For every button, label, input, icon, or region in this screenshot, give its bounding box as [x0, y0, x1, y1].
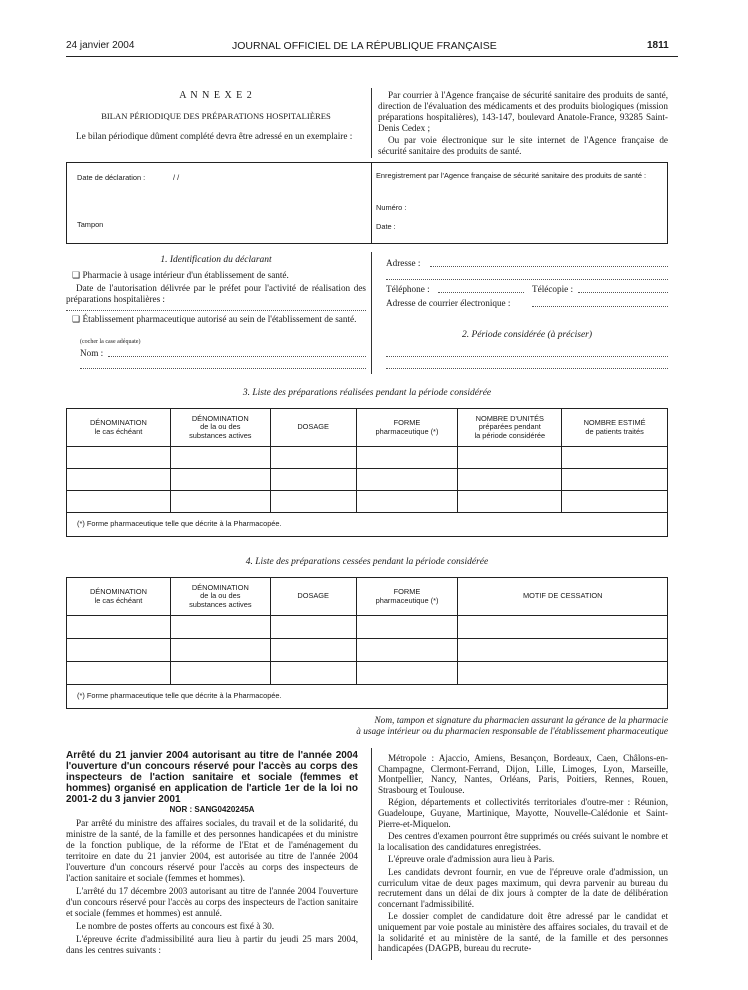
table4-col-forme [356, 578, 458, 616]
header-date: 24 janvier 2004 [66, 40, 135, 51]
arrete-nor: NOR : SANG0420245A [169, 805, 255, 814]
table-cell[interactable] [170, 616, 270, 639]
table-cell[interactable] [356, 662, 458, 685]
table4-col-dosage [270, 578, 356, 616]
adresse-field[interactable] [430, 266, 668, 267]
courrier-electronique-label: Adresse de courrier électronique : [386, 298, 511, 308]
table-preparations-cessees [66, 577, 668, 709]
table3-col-denomination [67, 409, 171, 447]
nom-field-continued[interactable] [80, 368, 366, 369]
table-cell[interactable] [170, 491, 270, 513]
table-cell[interactable] [356, 616, 458, 639]
adresse-label: Adresse : [386, 258, 421, 268]
header-journal-title: JOURNAL OFFICIEL DE LA RÉPUBLIQUE FRANÇAISE [232, 40, 497, 52]
table-cell[interactable] [356, 639, 458, 662]
enregistrement-label: Enregistrement par l'Agence française de sécurité sanitaire des produits de santé : [376, 171, 647, 180]
section1-heading: 1. Identification du déclarant [160, 255, 272, 265]
table-cell[interactable] [67, 662, 171, 685]
table4-col-dosage-label: DOSAGE [297, 591, 329, 601]
section3-heading: 3. Liste des préparations réalisées pendant la période considérée [242, 388, 492, 398]
table-preparations-realisees [66, 408, 668, 537]
arrete-paragraph-1: Par arrêté du ministre des affaires sociales, du travail et de la solidarité, du ministre de la santé, de la famille et des personnes handicapées et du ministre de la fonction publique, de la réforme de l'Etat et de l'aménagement du territoire en date du 21 janvier 2004, est autorisée au titre de l'année 2004 l'ouverture d'un concours réservé pour l'accès au corps des inspecteurs de l'action sanitaire et sociale (femmes et hommes). [66, 818, 358, 883]
signature-line-1: Nom, tampon et signature du pharmacien assurant la gérance de la pharmacie [374, 716, 668, 726]
nom-label: Nom : [80, 348, 104, 358]
table-cell[interactable] [170, 639, 270, 662]
table-row [67, 469, 668, 491]
table-cell[interactable] [458, 469, 562, 491]
section2-heading: 2. Période considérée (à préciser) [461, 330, 593, 340]
table-row [67, 639, 668, 662]
table-cell[interactable] [458, 639, 668, 662]
signature-line-2: à usage intérieur ou du pharmacien responsable de l'établissement pharmaceutique [356, 727, 668, 737]
table4-col-denomination-label: DÉNOMINATION le cas échéant [89, 587, 147, 605]
item-pharmacie-checkbox[interactable]: ❑ Pharmacie à usage intérieur d'un établissement de santé. [72, 270, 289, 280]
autorisation-field[interactable] [66, 310, 366, 311]
table-cell[interactable] [356, 491, 458, 513]
declaration-box-divider [371, 163, 372, 243]
table4-col-substances-label: DÉNOMINATION de la ou des substances actives [189, 582, 252, 609]
section4-heading: 4. Liste des préparations cessées pendant la période considérée [245, 557, 489, 567]
table-cell[interactable] [67, 491, 171, 513]
table3-footnote: (*) Forme pharmaceutique telle que décrite à la Pharmacopée. [67, 513, 668, 537]
table3-col-forme-label: FORME pharmaceutique (*) [375, 418, 439, 436]
table3-col-nombre-patients [562, 409, 668, 447]
table-cell[interactable] [562, 447, 668, 469]
arrete-epreuve-orale: L'épreuve orale d'admission aura lieu à Paris. [388, 854, 555, 865]
table-row [67, 662, 668, 685]
signature-block [200, 716, 668, 738]
table-cell[interactable] [458, 616, 668, 639]
table-cell[interactable] [562, 491, 668, 513]
item-etablissement-checkbox[interactable]: ❑ Établissement pharmaceutique autorisé au sein de l'établissement de santé. [72, 314, 357, 324]
table-cell[interactable] [67, 616, 171, 639]
table4-col-substances [170, 578, 270, 616]
table-cell[interactable] [170, 447, 270, 469]
arrete-curriculum: Les candidats devront fournir, en vue de l'épreuve orale d'admission, un curriculum vitae de deux pages maximum, qui devra parvenir au bureau du recrutement dans un délai de dix jours à compter de la date de délibération concernant l'admissibilité. [378, 866, 668, 909]
declaration-date-value: / / [173, 173, 180, 182]
table-cell[interactable] [270, 616, 356, 639]
arrete-left-column [66, 818, 358, 958]
column-divider-middle [371, 252, 372, 374]
table3-col-nombre-unites-label: NOMBRE D'UNITÉS préparées pendant la période considérée [474, 413, 546, 440]
table-cell[interactable] [170, 662, 270, 685]
table-cell[interactable] [67, 469, 171, 491]
table3-header-row [67, 409, 668, 447]
arrete-dossier: Le dossier complet de candidature doit être adressé par le candidat et uniquement par voie postale au ministère des affaires sociales, du travail et de la solidarité et au ministère de la santé, de la famille et des personnes handicapées (DAGPB, bureau du recrute- [378, 911, 668, 954]
table3-col-dosage-label: DOSAGE [297, 422, 329, 432]
arrete-right-column [378, 753, 668, 956]
table-cell[interactable] [270, 662, 356, 685]
tampon-label: Tampon [77, 220, 104, 229]
arrete-paragraph-3: Le nombre de postes offerts au concours est fixé à 30. [76, 921, 275, 931]
telephone-label: Téléphone : [386, 284, 430, 294]
periode-field-continued[interactable] [386, 368, 668, 369]
declaration-date-label: Date de déclaration : [77, 173, 146, 182]
cocher-note: (cocher la case adéquate) [80, 339, 141, 345]
annexe-intro: Le bilan périodique dûment complété devra être adressé en un exemplaire : [76, 131, 353, 141]
telecopie-label: Télécopie : [532, 284, 574, 294]
table4-col-motif [458, 578, 668, 616]
table-cell[interactable] [67, 447, 171, 469]
courrier-electronique-field[interactable] [532, 306, 668, 307]
table-cell[interactable] [356, 469, 458, 491]
arrete-paragraph-4: L'épreuve écrite d'admissibilité aura lieu à partir du jeudi 25 mars 2004, dans les centres suivants : [66, 934, 358, 955]
table-cell[interactable] [356, 447, 458, 469]
table3-col-nombre-unites [458, 409, 562, 447]
table-row [67, 491, 668, 513]
table3-col-substances-label: DÉNOMINATION de la ou des substances actives [189, 413, 252, 440]
annexe-title: A N N E X E 2 [179, 90, 253, 101]
table4-footnote: (*) Forme pharmaceutique telle que décrite à la Pharmacopée. [67, 685, 668, 709]
table-cell[interactable] [458, 662, 668, 685]
periode-field[interactable] [386, 356, 668, 357]
telecopie-field[interactable] [578, 292, 668, 293]
header-rule [66, 56, 678, 57]
table-cell[interactable] [458, 491, 562, 513]
arrete-metropole: Métropole : Ajaccio, Amiens, Besançon, Bordeaux, Caen, Châlons-en-Champagne, Clermont-Ferrand, Dijon, Lille, Limoges, Lyon, Marseille, Montpellier, Nancy, Nantes, Orléans, Paris, Poitiers, Rennes, Rouen, Strasbourg et Toulouse. [378, 753, 668, 795]
table-cell[interactable] [270, 491, 356, 513]
table-cell[interactable] [270, 447, 356, 469]
arrete-title: Arrêté du 21 janvier 2004 autorisant au titre de l'année 2004 l'ouverture d'un concours réservé pour l'accès au corps des inspecteurs de l'action sanitaire et sociale (femmes et hommes) organisé en application de l'article 1er de la loi no 2001-2 du 3 janvier 2001 [66, 750, 358, 805]
table4-col-denomination [67, 578, 171, 616]
adresse-field-continued[interactable] [386, 279, 668, 280]
table3-col-forme [356, 409, 458, 447]
annexe-courier-text: Par courrier à l'Agence française de sécurité sanitaire des produits de santé, direction de l'évaluation des médicaments et des produits biologiques (mission préparations hospitalières), 143-147, boulevard Anatole-France, 93285 Saint-Denis Cedex ; [378, 90, 668, 133]
annexe-subtitle: BILAN PÉRIODIQUE DES PRÉPARATIONS HOSPITALIÈRES [101, 111, 331, 121]
column-divider-top [371, 88, 372, 158]
table-cell[interactable] [562, 469, 668, 491]
declaration-box [66, 162, 668, 244]
table4-col-forme-label: FORME pharmaceutique (*) [375, 587, 439, 605]
telephone-field[interactable] [438, 292, 524, 293]
table4-header-row [67, 578, 668, 616]
date-enregistrement-label: Date : [376, 222, 396, 231]
table-cell[interactable] [170, 469, 270, 491]
table-row [67, 447, 668, 469]
table3-col-substances [170, 409, 270, 447]
table4-footnote-row [67, 685, 668, 709]
autorisation-text: Date de l'autorisation délivrée par le préfet pour l'activité de réalisation des préparations hospitalières : [66, 283, 366, 304]
table-cell[interactable] [458, 447, 562, 469]
table-row [67, 616, 668, 639]
arrete-outre-mer: Région, départements et collectivités territoriales d'outre-mer : Réunion, Guadeloupe, Guyane, Martinique, Mayotte, Nouvelle-Calédonie et Saint-Pierre-et-Miquelon. [378, 797, 668, 829]
table-cell[interactable] [270, 639, 356, 662]
table-cell[interactable] [270, 469, 356, 491]
arrete-paragraph-2: L'arrêté du 17 décembre 2003 autorisant au titre de l'année 2004 l'ouverture d'un concours réservé pour l'accès au corps des inspecteurs de l'action sanitaire et sociale (femmes et hommes) est annulé. [66, 886, 358, 918]
annexe-electronic-text: Ou par voie électronique sur le site internet de l'Agence française de sécurité sanitaire des produits de santé. [378, 135, 668, 156]
numero-label: Numéro : [376, 203, 407, 212]
nom-field[interactable] [108, 356, 366, 357]
column-divider-bottom [371, 748, 372, 960]
header-page-number: 1811 [647, 40, 669, 51]
table3-footnote-row [67, 513, 668, 537]
arrete-centres: Des centres d'examen pourront être supprimés ou créés suivant le nombre et la localisation des candidatures enregistrées. [378, 831, 668, 852]
table3-col-nombre-patients-label: NOMBRE ESTIMÉ de patients traités [583, 418, 646, 436]
table3-col-dosage [270, 409, 356, 447]
table4-col-motif-label: MOTIF DE CESSATION [522, 591, 603, 601]
table-cell[interactable] [67, 639, 171, 662]
table3-col-denomination-label: DÉNOMINATION le cas échéant [89, 418, 147, 436]
